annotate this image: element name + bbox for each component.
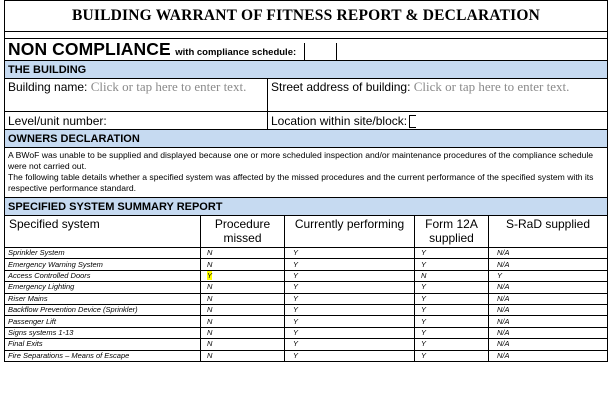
system-cell-value: Emergency Warning System	[8, 259, 103, 269]
currently-performing-cell[interactable]	[285, 339, 415, 350]
system-cell-value: Fire Separations – Means of Escape	[8, 350, 130, 360]
form12a-cell-value: Y	[421, 316, 427, 326]
street-address-field[interactable]	[268, 79, 608, 112]
section-heading-summary: SPECIFIED SYSTEM SUMMARY REPORT	[5, 198, 608, 216]
building-name-placeholder[interactable]: Click or tap here to enter text.	[90, 79, 247, 94]
procedure-missed-cell-value: Y	[207, 270, 213, 280]
srad-cell-value: N/A	[497, 282, 510, 292]
srad-cell-value: N/A	[497, 259, 510, 269]
level-unit-label: Level/unit number:	[8, 113, 107, 128]
system-cell	[5, 293, 201, 304]
system-cell	[5, 339, 201, 350]
section-heading-building: THE BUILDING	[5, 61, 608, 79]
procedure-missed-cell[interactable]	[201, 339, 285, 350]
procedure-missed-cell-value: N	[207, 305, 213, 315]
form-table	[4, 0, 608, 362]
srad-cell[interactable]	[489, 293, 608, 304]
procedure-missed-cell[interactable]	[201, 282, 285, 293]
currently-performing-cell-value: Y	[293, 350, 299, 360]
owners-declaration-text	[5, 148, 608, 198]
form12a-cell[interactable]	[415, 248, 489, 259]
form12a-cell-value: N	[421, 270, 427, 280]
street-address-label: Street address of building:	[271, 80, 411, 94]
system-cell	[5, 282, 201, 293]
form12a-cell[interactable]	[415, 270, 489, 281]
col-header-missed: Procedure missed	[201, 216, 285, 248]
street-address-placeholder[interactable]: Click or tap here to enter text.	[413, 79, 570, 94]
col-header-performing: Currently performing	[285, 216, 415, 248]
summary-table-body	[5, 248, 608, 362]
procedure-missed-cell[interactable]	[201, 327, 285, 338]
srad-cell-value: N/A	[497, 339, 510, 349]
compliance-status	[5, 39, 608, 61]
currently-performing-cell[interactable]	[285, 248, 415, 259]
srad-cell[interactable]	[489, 316, 608, 327]
form12a-cell[interactable]	[415, 304, 489, 315]
procedure-missed-cell[interactable]	[201, 293, 285, 304]
procedure-missed-cell[interactable]	[201, 316, 285, 327]
currently-performing-cell-value: Y	[293, 270, 299, 280]
currently-performing-cell[interactable]	[285, 270, 415, 281]
system-cell-value: Signs systems 1-13	[8, 327, 74, 337]
status-subheading: with compliance schedule:	[175, 47, 297, 58]
summary-header-row	[5, 216, 608, 248]
declaration-paragraph-1: A BWoF was unable to be supplied and displayed because one or more scheduled inspection and/or maintenance procedures of the compliance schedule were not carried out.	[8, 150, 594, 171]
form12a-cell[interactable]	[415, 316, 489, 327]
table-row	[5, 282, 608, 293]
procedure-missed-cell-value: N	[207, 293, 213, 303]
form12a-cell-value: Y	[421, 259, 427, 269]
form12a-cell[interactable]	[415, 282, 489, 293]
currently-performing-cell-value: Y	[293, 305, 299, 315]
srad-cell-value: N/A	[497, 293, 510, 303]
table-row	[5, 248, 608, 259]
currently-performing-cell[interactable]	[285, 293, 415, 304]
table-row	[5, 327, 608, 338]
currently-performing-cell[interactable]	[285, 350, 415, 361]
procedure-missed-cell-value: N	[207, 316, 213, 326]
srad-cell-value: N/A	[497, 305, 510, 315]
form12a-cell[interactable]	[415, 293, 489, 304]
building-name-field[interactable]	[5, 79, 268, 112]
form12a-cell-value: Y	[421, 293, 427, 303]
location-field[interactable]	[268, 112, 608, 130]
compliance-schedule-field[interactable]	[304, 43, 337, 60]
system-cell-value: Riser Mains	[8, 293, 48, 303]
srad-cell[interactable]	[489, 304, 608, 315]
system-cell	[5, 350, 201, 361]
form12a-cell-value: Y	[421, 327, 427, 337]
col-header-system: Specified system	[5, 216, 201, 248]
currently-performing-cell[interactable]	[285, 316, 415, 327]
form12a-cell-value: Y	[421, 305, 427, 315]
system-cell-value: Emergency Lighting	[8, 282, 75, 292]
srad-cell[interactable]	[489, 270, 608, 281]
system-cell	[5, 316, 201, 327]
srad-cell[interactable]	[489, 339, 608, 350]
form-title: BUILDING WARRANT OF FITNESS REPORT & DECLARATION	[5, 1, 608, 32]
system-cell	[5, 270, 201, 281]
col-header-form12a: Form 12A supplied	[415, 216, 489, 248]
system-cell	[5, 248, 201, 259]
procedure-missed-cell-value: N	[207, 350, 213, 360]
bwof-form	[4, 0, 607, 407]
procedure-missed-cell-value: N	[207, 259, 213, 269]
form12a-cell[interactable]	[415, 350, 489, 361]
text-cursor[interactable]	[409, 115, 416, 128]
srad-cell-value: N/A	[497, 248, 510, 258]
form12a-cell-value: Y	[421, 282, 427, 292]
procedure-missed-cell-value: N	[207, 339, 213, 349]
system-cell-value: Sprinkler System	[8, 248, 65, 258]
currently-performing-cell-value: Y	[293, 327, 299, 337]
form12a-cell[interactable]	[415, 327, 489, 338]
srad-cell[interactable]	[489, 259, 608, 270]
form12a-cell-value: Y	[421, 339, 427, 349]
table-row	[5, 270, 608, 281]
srad-cell-value: Y	[497, 270, 503, 280]
form12a-cell[interactable]	[415, 259, 489, 270]
procedure-missed-cell[interactable]	[201, 304, 285, 315]
currently-performing-cell[interactable]	[285, 327, 415, 338]
table-row	[5, 293, 608, 304]
system-cell-value: Access Controlled Doors	[8, 270, 91, 280]
level-unit-field[interactable]	[5, 112, 268, 130]
procedure-missed-cell[interactable]	[201, 270, 285, 281]
procedure-missed-cell[interactable]	[201, 350, 285, 361]
srad-cell-value: N/A	[497, 316, 510, 326]
currently-performing-cell[interactable]	[285, 304, 415, 315]
srad-cell[interactable]	[489, 350, 608, 361]
table-row	[5, 304, 608, 315]
srad-cell-value: N/A	[497, 327, 510, 337]
system-cell	[5, 304, 201, 315]
currently-performing-cell-value: Y	[293, 259, 299, 269]
form12a-cell-value: Y	[421, 248, 427, 258]
system-cell-value: Passenger Lift	[8, 316, 56, 326]
currently-performing-cell-value: Y	[293, 316, 299, 326]
srad-cell[interactable]	[489, 248, 608, 259]
col-header-srad: S-RaD supplied	[489, 216, 608, 248]
section-heading-owners: OWNERS DECLARATION	[5, 130, 608, 148]
currently-performing-cell-value: Y	[293, 293, 299, 303]
currently-performing-cell[interactable]	[285, 282, 415, 293]
currently-performing-cell[interactable]	[285, 259, 415, 270]
form12a-cell-value: Y	[421, 350, 427, 360]
system-cell-value: Backflow Prevention Device (Sprinkler)	[8, 305, 138, 315]
procedure-missed-cell-value: N	[207, 327, 213, 337]
table-row	[5, 316, 608, 327]
table-row	[5, 259, 608, 270]
currently-performing-cell-value: Y	[293, 339, 299, 349]
form12a-cell[interactable]	[415, 339, 489, 350]
table-row	[5, 350, 608, 361]
procedure-missed-cell[interactable]	[201, 259, 285, 270]
building-name-label: Building name:	[8, 80, 88, 94]
srad-cell-value: N/A	[497, 350, 510, 360]
procedure-missed-cell-value: N	[207, 248, 213, 258]
srad-cell[interactable]	[489, 282, 608, 293]
procedure-missed-cell[interactable]	[201, 248, 285, 259]
procedure-missed-cell-value: N	[207, 282, 213, 292]
currently-performing-cell-value: Y	[293, 248, 299, 258]
declaration-paragraph-2: The following table details whether a specified system was affected by the missed procedures and the current performance of the specified system with its respective performance standard.	[8, 172, 594, 193]
srad-cell[interactable]	[489, 327, 608, 338]
system-cell-value: Final Exits	[8, 339, 43, 349]
system-cell	[5, 259, 201, 270]
status-heading: NON COMPLIANCE	[8, 39, 171, 59]
system-cell	[5, 327, 201, 338]
table-row	[5, 339, 608, 350]
location-label: Location within site/block:	[271, 113, 408, 128]
currently-performing-cell-value: Y	[293, 282, 299, 292]
